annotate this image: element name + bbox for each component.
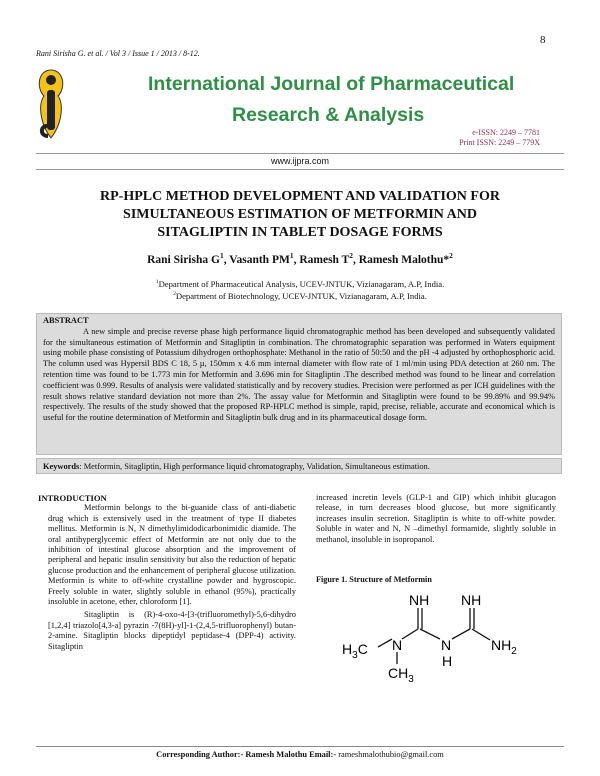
author-name: Ramesh Malothu*	[358, 253, 450, 266]
keywords-label: Keywords	[43, 462, 80, 471]
affiliation-1	[60, 279, 540, 289]
footer-author-label: Corresponding Author:-	[156, 750, 244, 759]
affiliation-2-sup: 2	[173, 291, 176, 298]
atom-label-nh-right: NH	[461, 592, 482, 608]
print-issn: Print ISSN: 2249 – 779X	[459, 138, 540, 147]
affiliation-1-text: Department of Pharmaceutical Analysis, UCEV-JNTUK, Vizianagaram, A.P, India.	[158, 279, 445, 289]
author-list	[60, 251, 540, 266]
author-sep: ,	[293, 253, 300, 266]
intro-paragraph-2: Sitagliptin is (R)-4-oxo-4-[3-(trifluoromethyl)-5,6-dihydro [1,2,4] triazolo[4,3-a] pyrazin -7(8H)-yl]-1-(2,4,5-trifluorophenyl) butan-2-amine. Sitagliptin blocks dipeptidyl peptidase-4 (DPP-4) activity. Sitagliptin	[48, 610, 296, 651]
bond	[452, 629, 470, 639]
intro-paragraph-1: Metformin belongs to the bi-guanide class of anti-diabetic drug which is extensively used in the treatment of type II diabetes mellitus. Metformin is N, N dimethylimidodicarbonimidic diamide. The oral antihyperglycemic effect of Metformin are not only due to the inhibition of intestinal glucose absorption and the improvement of peripheral and hepatic insulin sensitivity but also the reduction of hepatic glucose production and the enhancement of peripheral glucose utilization. Metformin is white to off-white crystalline powder and hygroscopic. Freely soluble in water, slightly soluble in ethanol (95%), practically insoluble in acetone, ether, chloroform [1].	[48, 503, 296, 607]
atom-label-nh2-sub: 2	[511, 646, 517, 657]
atom-label-h3c-sub: 3	[352, 650, 358, 661]
journal-title-line1: International Journal of Pharmaceutical	[148, 73, 515, 95]
author-affil-sup: 1	[219, 251, 224, 260]
article-title	[60, 188, 540, 242]
citation-line: Rani Sirisha G. et al. / Vol 3 / Issue 1 / 2013 / 8-12.	[36, 49, 200, 58]
author-name: Rani Sirisha G	[147, 253, 220, 266]
article-title-line2: SIMULTANEOUS ESTIMATION OF METFORMIN AND	[123, 207, 477, 222]
journal-logo	[34, 66, 68, 144]
introduction-heading: INTRODUCTION	[38, 493, 107, 503]
author-name: Vasanth PM	[229, 253, 290, 266]
keywords-box	[36, 458, 562, 474]
atom-label-h-below: H	[442, 653, 453, 669]
abstract-box	[36, 313, 562, 455]
page-footer	[36, 746, 564, 759]
footer-author-name: Ramesh Malothu	[243, 750, 308, 759]
author-sep: ,	[353, 253, 359, 266]
author-affil-sup: 2	[449, 251, 453, 260]
affiliation-1-sup: 1	[155, 279, 159, 286]
journal-website-link[interactable]: www.ijpra.com	[270, 156, 329, 166]
intro-right-column	[316, 493, 556, 545]
keywords-text: : Metformin, Sitagliptin, High performance liquid chromatography, Validation, Simultaneous estimation.	[79, 462, 430, 471]
bond	[420, 629, 440, 639]
affiliation-2-text: Department of Biotechnology, UCEV-JNTUK, Vizianagaram, A.P, India.	[175, 291, 427, 301]
metformin-structure-figure	[330, 592, 560, 682]
figure-caption: Figure 1. Structure of Metformin	[316, 575, 432, 584]
abstract-text: A new simple and precise reverse phase high performance liquid chromatographic method has been developed and subsequently validated for the simultaneous estimation of Metformin and Sitagliptin in combination. The chromatographic separation was performed in Waters equipment using mobile phase consisting of Potassium dihydrogen orthophosphate: Methanol in the ratio of 50:50 and the pH -4 adjusted by orthophosphoric acid. The column used was Hypersil BDS C 18, 5 µ, 150mm x 4.6 mm internal diameter with flow rate of 1 ml/min using PDA detection at 260 nm. The retention time was found to be 1.773 min for Metformin and 3.696 min for Sitagliptin .The described method was found to be linear and correlation coefficient was 0.999. Results of analysis were validated statistically and by recovery studies. Precision were performed as per ICH guidelines with the result shows relative standard deviation not more than 2%. The assay value for Metformin and Sitagliptin were found to be 99.89% and 99.94% respectively. The results of the study showed that the proposed RP-HPLC method is simple, rapid, precise, reliable, accurate and economical which is useful for the routine determination of Metformin and Sitagliptin bulk drug and in its pharmaceutical dosage form.	[43, 326, 555, 423]
article-title-line1: RP-HPLC METHOD DEVELOPMENT AND VALIDATION FOR	[100, 189, 500, 204]
article-title-line3: SITAGLIPTIN IN TABLET DOSAGE FORMS	[157, 225, 443, 240]
atom-label-nh-left: NH	[409, 592, 430, 608]
atom-label-nh2-nh: NH	[491, 637, 512, 653]
bond	[378, 639, 392, 647]
abstract-heading: ABSTRACT	[43, 316, 89, 325]
intro-paragraph-continued: increased incretin levels (GLP-1 and GIP) which inhibit glucagon release, in turn decreases blood glucose, but more significantly increases insulin secretion. Sitagliptin is white to off-white powder. Soluble in water and N, N –dimethyl formamide, slightly soluble in methanol, insoluble in isopropanol.	[316, 493, 556, 544]
atom-label-n-center: N	[392, 637, 403, 653]
eissn: e-ISSN: 2249 – 7781	[472, 128, 540, 137]
atom-label-n-h: N	[441, 637, 452, 653]
atom-label-h3c-c: C	[357, 641, 368, 657]
atom-label-ch3-sub: 3	[408, 674, 414, 682]
author-affil-sup: 2	[349, 251, 354, 260]
footer-email-link[interactable]: rameshmalothubio@gmail.com	[336, 750, 444, 759]
atom-label-h3c	[342, 641, 368, 661]
atom-label-ch3-ch: CH	[388, 665, 409, 681]
bond	[472, 629, 490, 640]
author-sep: ,	[223, 253, 230, 266]
bond	[402, 629, 418, 639]
author-name: Ramesh T	[299, 253, 350, 266]
footer-email-label: Email:-	[307, 750, 337, 759]
atom-label-nh2	[491, 637, 517, 657]
page-number: 8	[540, 34, 546, 46]
author-affil-sup: 1	[289, 251, 294, 260]
atom-label-h3c-h: H	[342, 641, 353, 657]
atom-label-ch3	[388, 665, 414, 682]
intro-left-column	[38, 493, 296, 652]
affiliation-2	[60, 291, 540, 301]
journal-title-line2: Research & Analysis	[232, 104, 425, 126]
